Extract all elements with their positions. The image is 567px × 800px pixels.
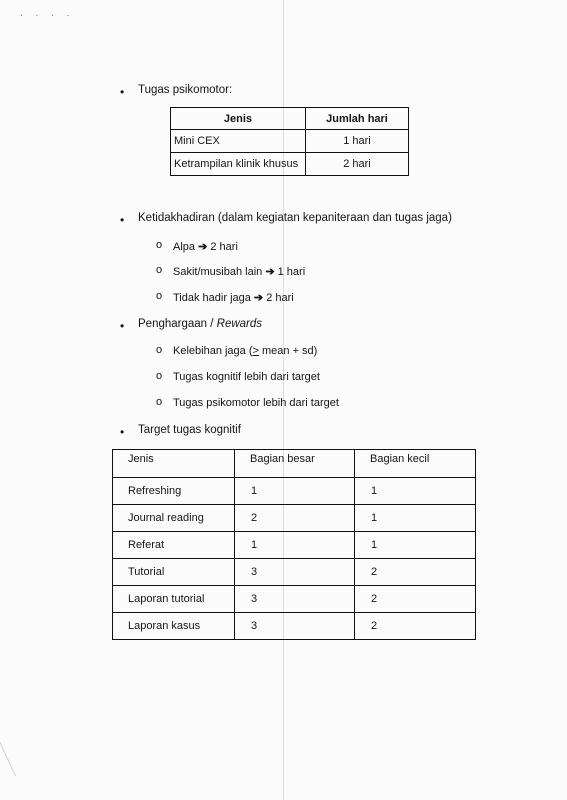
table-row bbox=[113, 559, 476, 586]
sub-bullet-icon: o bbox=[156, 264, 163, 276]
table-cell: Laporan kasus bbox=[113, 613, 235, 640]
table-cell: 1 bbox=[235, 532, 355, 559]
sub-item-label: Sakit/musibah lain bbox=[173, 266, 263, 278]
table-header-cell: Bagian besar bbox=[235, 450, 355, 478]
table-cell: 1 bbox=[355, 532, 476, 559]
sub-bullet-icon: o bbox=[156, 344, 163, 356]
table-cell: Mini CEX bbox=[171, 130, 306, 153]
gte-symbol: > bbox=[252, 345, 259, 357]
table-cell: 2 bbox=[355, 613, 476, 640]
table-cell: 2 bbox=[235, 505, 355, 532]
sub-item-label: Tugas kognitif lebih dari target bbox=[173, 371, 320, 383]
table-row bbox=[171, 130, 409, 153]
scan-edge-mark bbox=[0, 734, 29, 777]
bullet-icon: • bbox=[120, 85, 125, 99]
psikomotor-table bbox=[170, 107, 409, 176]
table-row bbox=[171, 153, 409, 176]
table-row bbox=[113, 505, 476, 532]
bullet-label: Tugas psikomotor: bbox=[138, 84, 233, 96]
table-cell: 3 bbox=[235, 613, 355, 640]
table-row bbox=[113, 613, 476, 640]
sub-bullet-icon: o bbox=[156, 239, 163, 251]
table-cell: Refreshing bbox=[113, 478, 235, 505]
table-row bbox=[113, 586, 476, 613]
table-cell: 1 hari bbox=[306, 130, 409, 153]
table-cell: Tutorial bbox=[113, 559, 235, 586]
bullet-icon: • bbox=[120, 319, 125, 333]
bullet-icon: • bbox=[120, 213, 125, 227]
sub-item-label: Alpa bbox=[173, 241, 196, 253]
scan-artifact-dots: · · · · bbox=[20, 10, 75, 20]
sub-bullet-icon: o bbox=[156, 396, 163, 408]
sub-bullet-icon: o bbox=[156, 290, 163, 302]
table-cell: Ketrampilan klinik khusus bbox=[171, 153, 306, 176]
sub-item-value: 1 hari bbox=[277, 266, 306, 278]
sub-item-label: Tidak hadir jaga bbox=[173, 292, 251, 304]
table-cell: 1 bbox=[235, 478, 355, 505]
table-header-cell: Bagian kecil bbox=[355, 450, 476, 478]
table-cell: 2 bbox=[355, 559, 476, 586]
table-row bbox=[113, 532, 476, 559]
bullet-icon: • bbox=[120, 425, 125, 439]
table-header-cell: Jumlah hari bbox=[306, 108, 409, 130]
sub-item-value: 2 hari bbox=[266, 292, 294, 304]
sub-item-value: 2 hari bbox=[210, 241, 238, 253]
table-row bbox=[113, 478, 476, 505]
table-cell: 1 bbox=[355, 505, 476, 532]
bullet-label: Ketidakhadiran (dalam kegiatan kepaniteraan dan tugas jaga) bbox=[138, 212, 452, 224]
bullet-label-italic: Rewards bbox=[216, 318, 263, 330]
table-cell: 2 hari bbox=[306, 153, 409, 176]
table-cell: Referat bbox=[113, 532, 235, 559]
right-arrow-icon: ➔ bbox=[253, 292, 264, 304]
table-cell: 3 bbox=[235, 586, 355, 613]
right-arrow-icon: ➔ bbox=[265, 266, 275, 278]
table-cell: Journal reading bbox=[113, 505, 235, 532]
table-cell: 2 bbox=[355, 586, 476, 613]
right-arrow-icon: ➔ bbox=[198, 241, 208, 253]
table-cell: 1 bbox=[355, 478, 476, 505]
bullet-label: Target tugas kognitif bbox=[138, 424, 241, 436]
table-cell: Laporan tutorial bbox=[113, 586, 235, 613]
table-header-cell: Jenis bbox=[113, 450, 235, 478]
sub-item-label: Tugas psikomotor lebih dari target bbox=[173, 397, 339, 409]
table-cell: 3 bbox=[235, 559, 355, 586]
table-header-row bbox=[113, 450, 476, 478]
sub-item-label-end: mean + sd) bbox=[258, 345, 318, 357]
sub-bullet-icon: o bbox=[156, 370, 163, 382]
sub-item-label: Kelebihan jaga ( bbox=[173, 345, 253, 357]
bullet-label: Penghargaan / bbox=[138, 318, 217, 330]
table-header-cell: Jenis bbox=[171, 108, 306, 130]
kognitif-table bbox=[112, 449, 476, 640]
table-header-row bbox=[171, 108, 409, 130]
